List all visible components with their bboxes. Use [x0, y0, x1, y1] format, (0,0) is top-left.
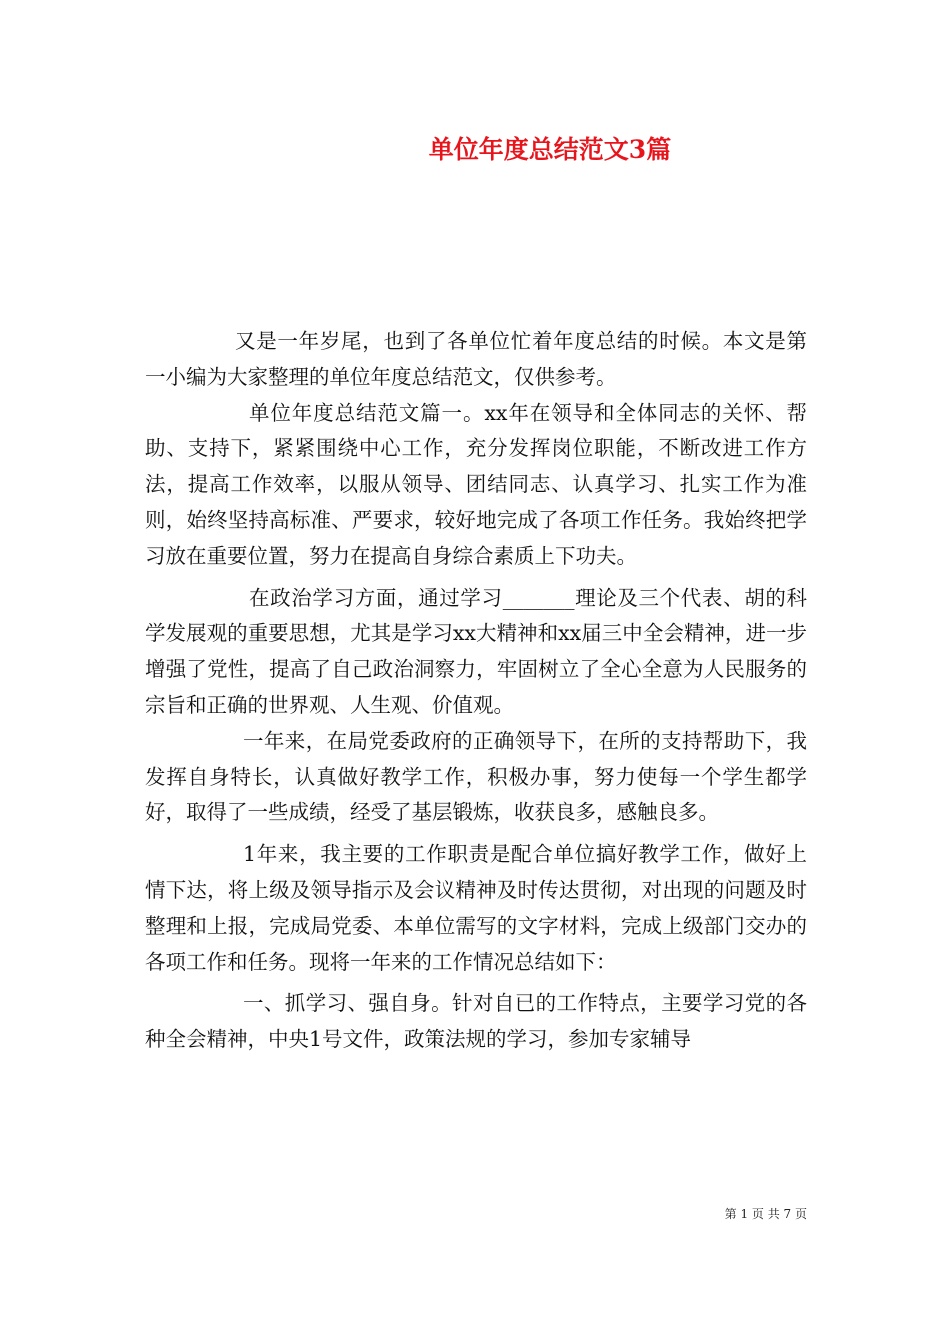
page-footer: 第 1 页 共 7 页	[724, 1207, 807, 1221]
paragraph-duties: 1年来，我主要的工作职责是配合单位搞好教学工作，做好上情下达，将上级及领导指示及会议精神及时传达贯彻，对出现的问题及时整理和上报，完成局党委、本单位需写的文字材料，完成上级部门交办的各项工作和任务。现将一年来的工作情况总结如下：	[145, 842, 807, 974]
paragraph-intro: 又是一年岁尾，也到了各单位忙着年度总结的时候。本文是第一小编为大家整理的单位年度总结范文，仅供参考。	[145, 329, 807, 389]
paragraph-year-review: 一年来，在局党委政府的正确领导下，在所的支持帮助下，我发挥自身特长，认真做好教学工作，积极办事，努力使每一个学生都学好，取得了一些成绩，经受了基层锻炼，收获良多，感触良多。	[145, 728, 807, 825]
document-body	[145, 324, 807, 1058]
paragraph-political-study: 在政治学习方面，通过学习_______理论及三个代表、胡的科学发展观的重要思想，尤其是学习xx大精神和xx届三中全会精神，进一步增强了党性，提高了自己政治洞察力，牢固树立了全心全意为人民服务的宗旨和正确的世界观、人生观、价值观。	[145, 585, 807, 717]
paragraph-study-section: 一、抓学习、强自身。针对自已的工作特点，主要学习党的各种全会精神，中央1号文件，政策法规的学习，参加专家辅导	[145, 991, 807, 1052]
paragraph-part-one: 单位年度总结范文篇一。xx年在领导和全体同志的关怀、帮助、支持下，紧紧围绕中心工作，充分发挥岗位职能，不断改进工作方法，提高工作效率，以服从领导、团结同志、认真学习、扎实工作为准则，始终坚持高标准、严要求，较好地完成了各项工作任务。我始终把学习放在重要位置，努力在提高自身综合素质上下功夫。	[145, 400, 807, 568]
document-title: 单位年度总结范文3篇	[428, 135, 672, 164]
